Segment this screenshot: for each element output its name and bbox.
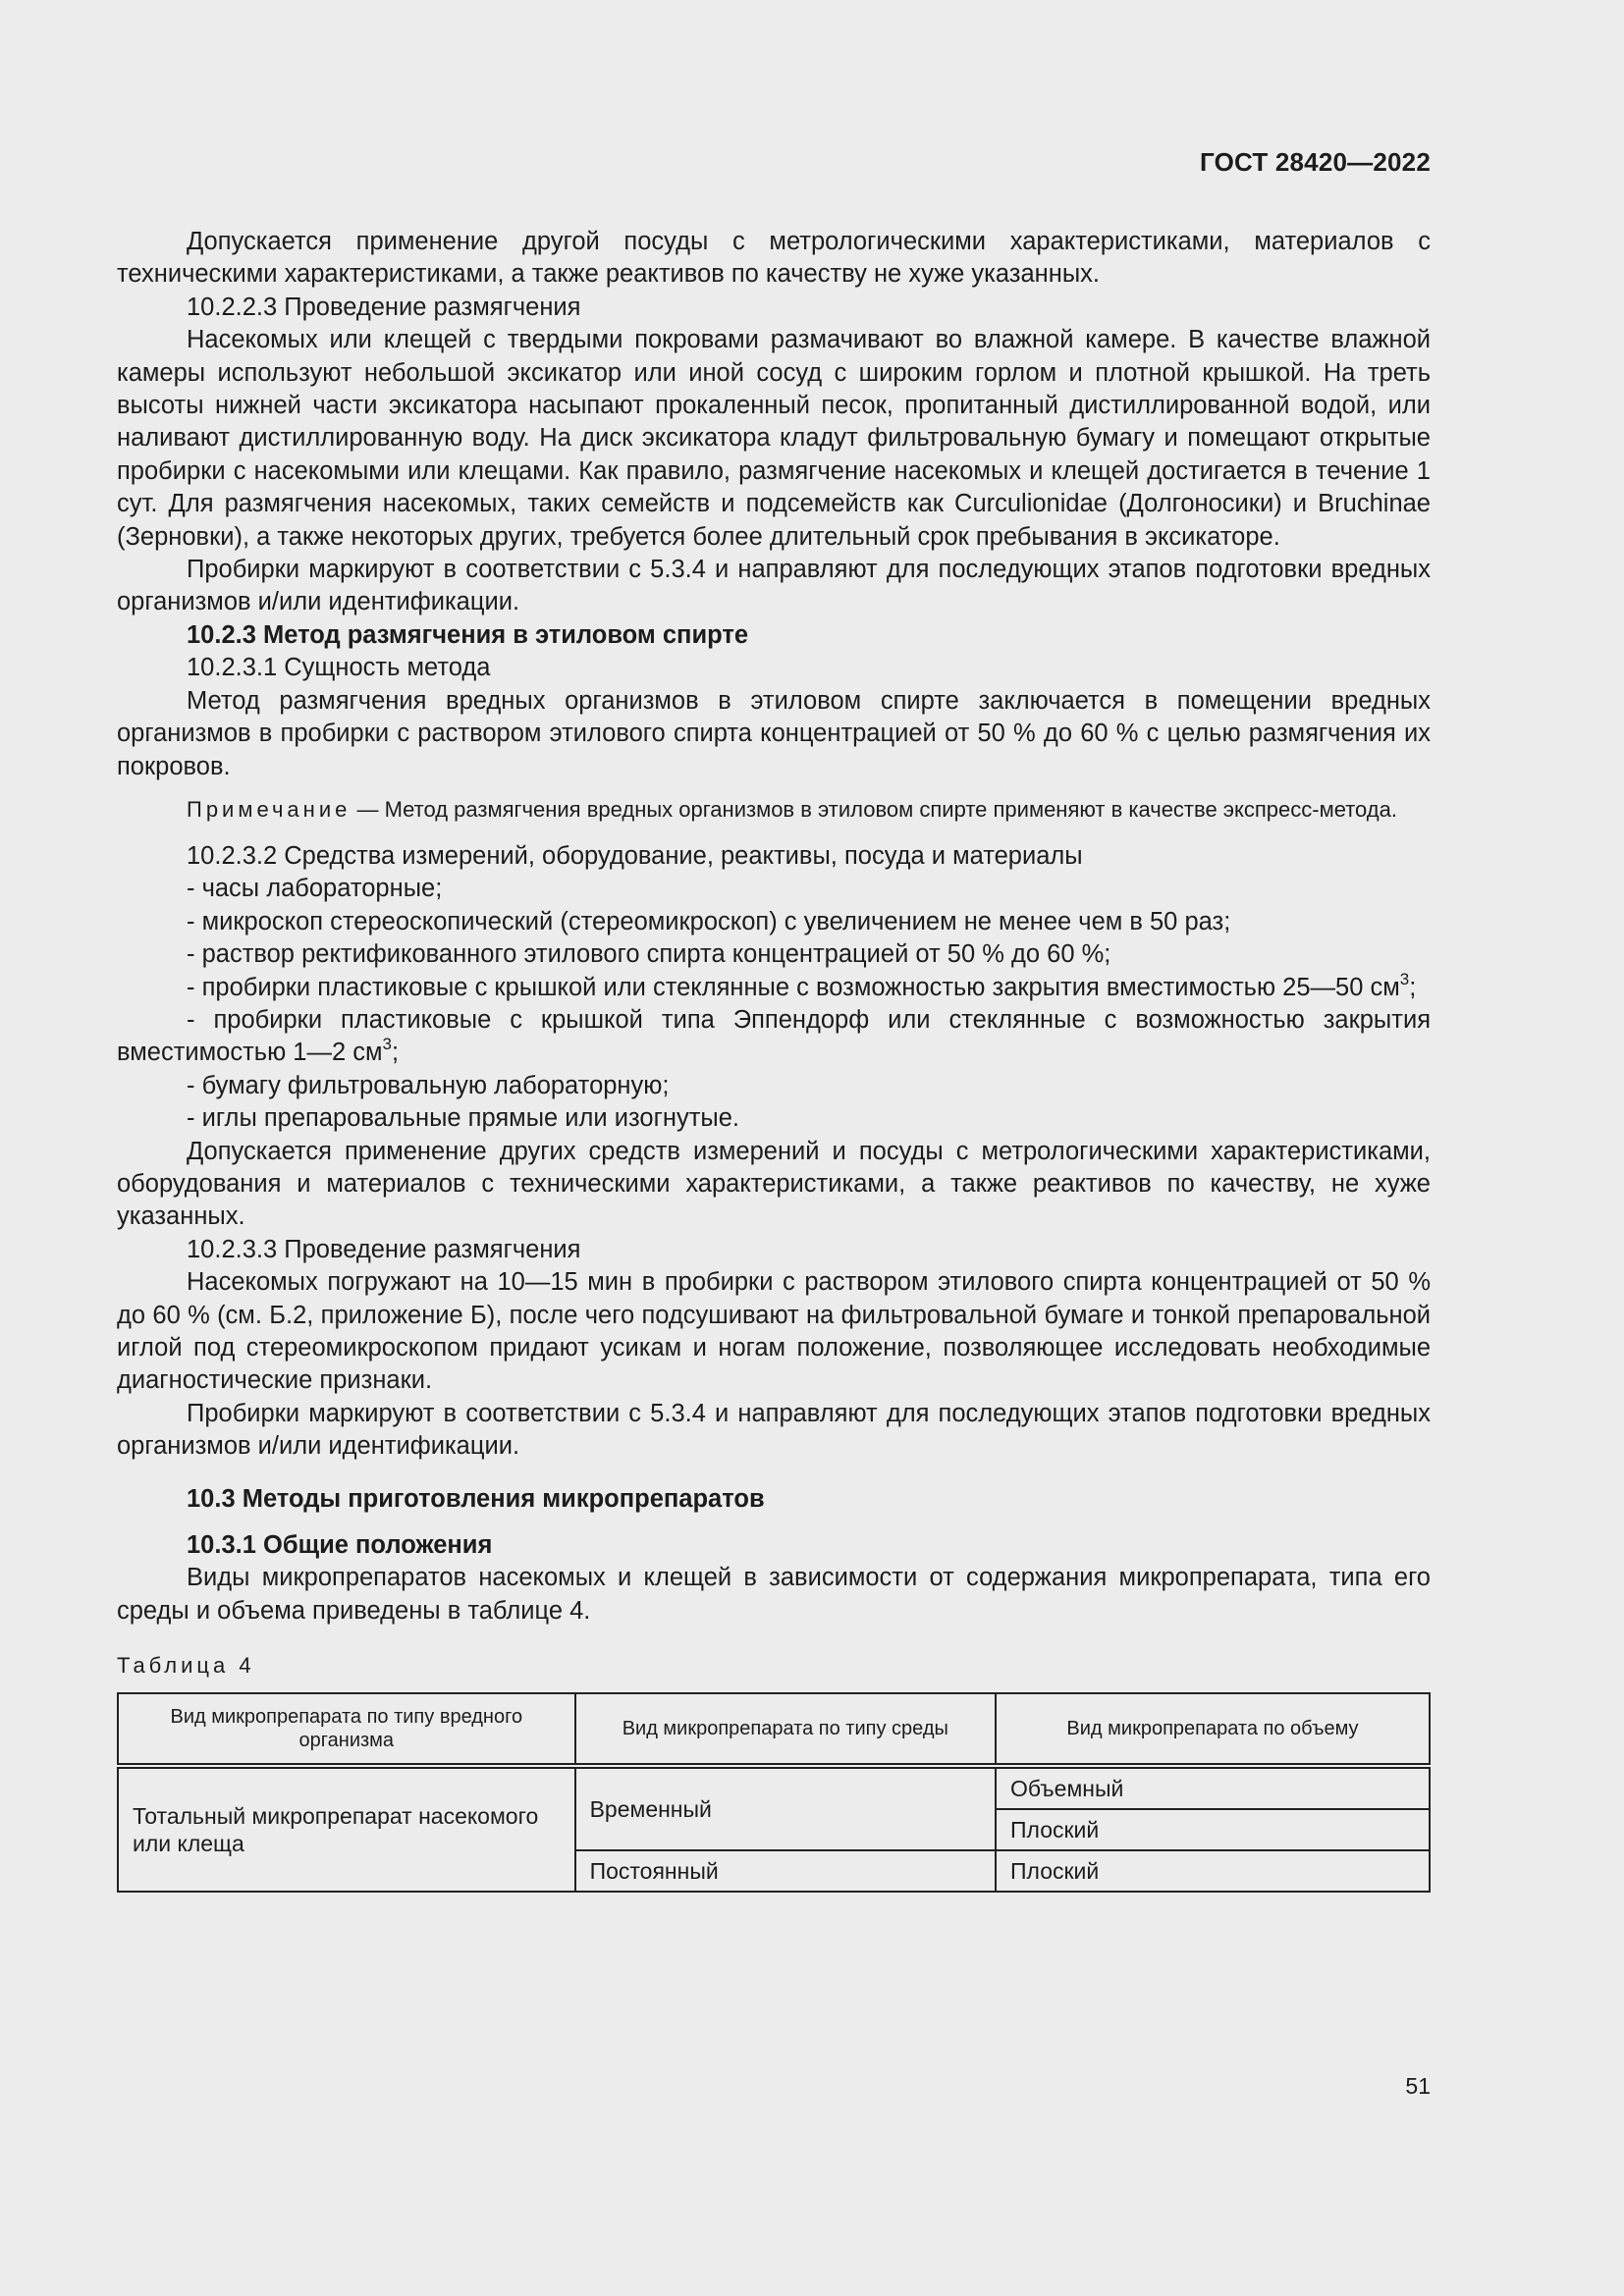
table-caption: Таблица 4 <box>117 1653 255 1679</box>
list-item: - пробирки пластиковые с крышкой или стеклянные с возможностью закрытия вместимостью 25—50 $см^3$; <box>187 969 1417 1001</box>
table-cell: Постоянный <box>575 1850 996 1892</box>
standard-header: ГОСТ 28420—2022 <box>1200 147 1431 177</box>
paragraph: Пробирки маркируют в соответствии с 5.3.4 и направляют для последующих этапов подготовки вредных организмов и/или идентификации. <box>117 1399 1431 1461</box>
list-item: - раствор ректификованного этилового спирта концентрацией от 50 % до 60 %; <box>187 940 1111 969</box>
list-item: - микроскоп стереоскопический (стереомикроскоп) с увеличением не менее чем в 50 раз; <box>187 907 1231 935</box>
list-item: - бумагу фильтровальную лабораторную; <box>187 1071 670 1099</box>
list-item: - пробирки пластиковые с крышкой типа Эппендорф или стеклянные с возможностью закрытия вместимостью 1—2 $см^3$; <box>117 1005 1431 1067</box>
table-cell: Объемный <box>996 1766 1430 1809</box>
table-row <box>118 1766 1430 1809</box>
table-4 <box>117 1692 1431 1893</box>
subsection-title: 10.2.3.2 Средства измерений, оборудование, реактивы, посуда и материалы <box>187 841 1083 870</box>
table-cell: Плоский <box>996 1850 1430 1892</box>
page-number: 51 <box>1405 2073 1431 2099</box>
subsection-title: 10.2.2.3 Проведение размягчения <box>187 293 581 321</box>
table-cell: Плоский <box>996 1809 1430 1850</box>
table-header-row <box>118 1693 1430 1766</box>
section-heading: 10.2.3 Метод размягчения в этиловом спирте <box>187 620 749 649</box>
table-header-cell: Вид микропрепарата по типу среды <box>575 1693 996 1766</box>
subsection-title: 10.2.3.1 Сущность метода <box>187 654 491 682</box>
paragraph: Насекомых погружают на 10—15 мин в пробирки с раствором этилового спирта концентрацией от 50 % до 60 % (см. Б.2, приложение Б), после чего подсушивают на фильтровальной бумаге и тонкой препаровальной иглой под стереомикроскопом придают усикам и ногам положение, позволяющее исследовать необходимые диагностические признаки. <box>117 1268 1431 1395</box>
document-body <box>117 226 1431 1893</box>
table-header-cell: Вид микропрепарата по объему <box>996 1693 1430 1766</box>
table-cell: Временный <box>575 1766 996 1850</box>
table-cell: Тотальный микропрепарат насекомого или клеща <box>118 1766 575 1892</box>
note-text: — Метод размягчения вредных организмов в этиловом спирте применяют в качестве экспресс-метода. <box>351 796 1397 822</box>
subsection-title: 10.2.3.3 Проведение размягчения <box>187 1235 581 1263</box>
paragraph: Пробирки маркируют в соответствии с 5.3.4 и направляют для последующих этапов подготовки вредных организмов и/или идентификации. <box>117 556 1431 616</box>
section-heading: 10.3 Методы приготовления микропрепаратов <box>187 1484 765 1513</box>
list-item: - часы лабораторные; <box>187 875 443 903</box>
paragraph: Допускается применение другой посуды с метрологическими характеристиками, материалов с техническими характеристиками, а также реактивов по качеству не хуже указанных. <box>117 228 1431 289</box>
list-item: - иглы препаровальные прямые или изогнутые. <box>187 1104 739 1133</box>
note <box>117 795 1431 825</box>
section-heading: 10.3.1 Общие положения <box>187 1531 493 1560</box>
note-label: Примечание <box>187 796 352 822</box>
paragraph: Допускается применение других средств измерений и посуды с метрологическими характеристиками, оборудования и материалов с техническими характеристиками, а также реактивов по качеству, не хуже указанных. <box>117 1137 1431 1231</box>
table-header-cell: Вид микропрепарата по типу вредного организма <box>118 1693 575 1766</box>
paragraph: Насекомых или клещей с твердыми покровами размачивают во влажной камере. В качестве влажной камеры используют небольшой эксикатор или иной сосуд с широким горлом и плотной крышкой. На треть высоты нижней части эксикатора насыпают прокаленный песок, пропитанный дистиллированной водой, или наливают дистиллированную воду. На диск эксикатора кладут фильтровальную бумагу и помещают открытые пробирки с насекомыми или клещами. Как правило, размягчение насекомых и клещей достигается в течение 1 сут. Для размягчения насекомых, таких семейств и подсемейств как Curculionidae (Долгоносики) и Bruchinae (Зерновки), а также некоторых других, требуется более длительный срок пребывания в эксикаторе. <box>117 326 1431 551</box>
paragraph: Метод размягчения вредных организмов в этиловом спирте заключается в помещении вредных организмов в пробирки с раствором этилового спирта концентрацией от 50 % до 60 % с целью размягчения их покровов. <box>117 686 1431 780</box>
paragraph: Виды микропрепаратов насекомых и клещей в зависимости от содержания микропрепарата, типа его среды и объема приведены в таблице 4. <box>117 1564 1431 1625</box>
